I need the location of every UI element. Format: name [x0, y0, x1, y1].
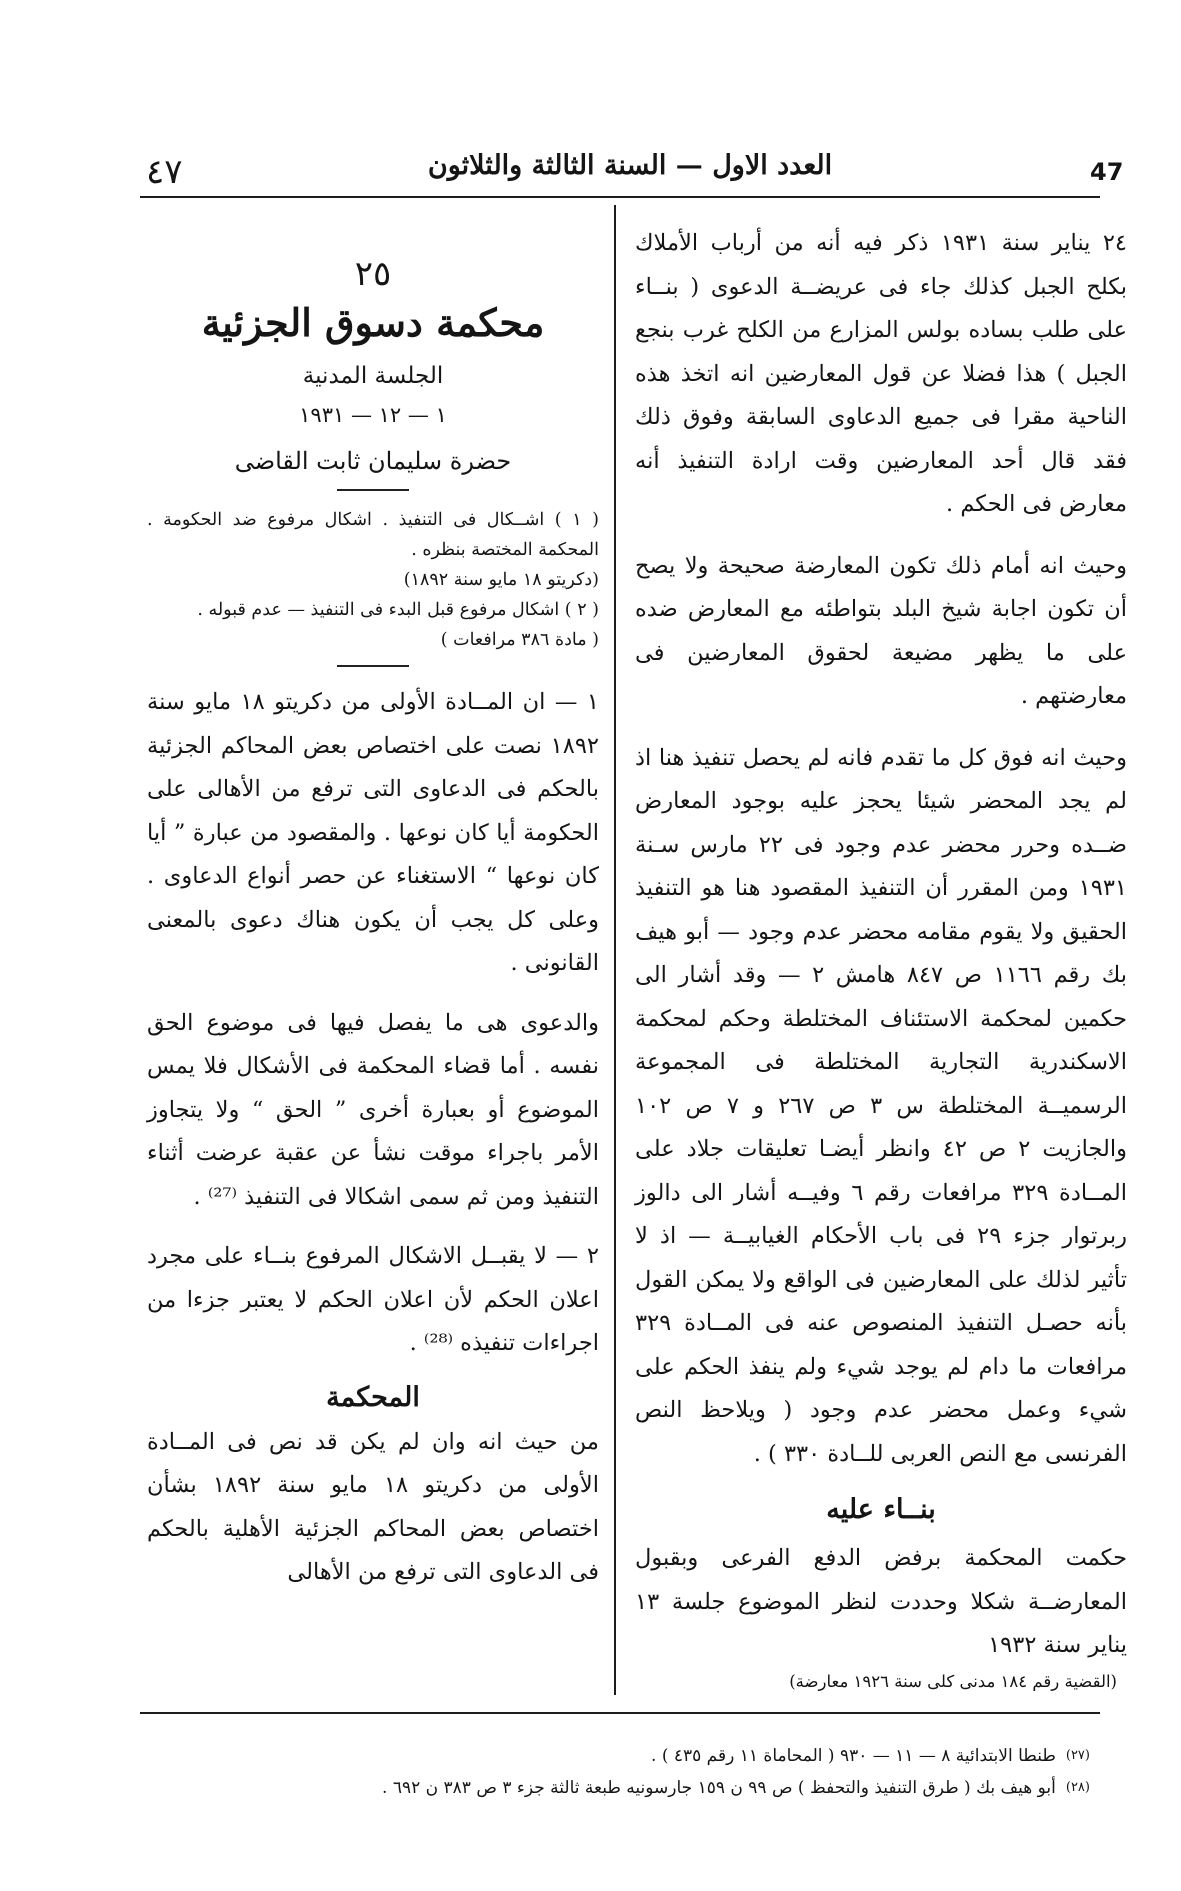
court-text: من حيث انه وان لم يكن قد نص فى المــادة الأولى من دكريتو ١٨ مايو سنة ١٨٩٢ بشأن اختصاص بعض المحاكم الجزئية الأهلية بالحكم فى الدعاوى التى ترفع من الأهالى: [147, 1428, 599, 1585]
divider: [337, 489, 409, 491]
session-type: الجلسة المدنية: [302, 363, 444, 389]
court-section-title: المحكمة: [326, 1381, 420, 1413]
headnote-2: ( ٢ ) اشكال مرفوع قبل البدء فى التنفيذ — عدم قبوله .: [197, 600, 599, 620]
running-title: العدد الاول — السنة الثالثة والثلاثون: [427, 150, 833, 181]
page-number-arabic: ٤٧: [146, 152, 183, 192]
headnote-2-reference: ( مادة ٣٨٦ مرافعات ): [440, 630, 599, 650]
principle-1-continued: والدعوى هى ما يفصل فيها فى موضوع الحق نفسه . أما قضاء المحكمة فى الأشكال فلا يمس الموضوع أو بعبارة أخرى ” الحق “ ولا يتجاوز الأمر باجراء موقت نشأ عن عقبة عرضت أثناء التنفيذ ومن ثم سمى اشكالا فى التنفيذ ⁽²⁷⁾ .: [147, 1009, 599, 1210]
right-column: [635, 222, 1127, 1696]
footnote: [330, 1740, 1090, 1772]
case-reference: (القضية رقم ١٨٤ مدنى كلى سنة ١٩٢٦ معارضة): [789, 1671, 1117, 1691]
headnote-1: ( ١ ) اشــكال فى التنفيذ . اشكال مرفوع ضد الحكومة . المحكمة المختصة بنظره .: [147, 510, 599, 560]
footnotes: [330, 1740, 1090, 1804]
verdict-title: بنــاء عليه: [826, 1494, 936, 1525]
paragraph: وحيث انه فوق كل ما تقدم فانه لم يحصل تنفيذ هنا اذ لم يجد المحضر شيئا يحجز عليه بوجود المعارض ضــده وحرر محضر عدم وجود فى ٢٢ مارس سـنة ١٩٣١ ومن المقرر أن التنفيذ المقصود هنا هو التنفيذ الحقيق ولا يقوم مقامه محضر عدم وجود — أبو هيف بك رقم ١١٦٦ ص ٨٤٧ هامش ٢ — وقد أشار الى حكمين لمحكمة الاستئناف المختلطة وحكم لمحكمة الاسكندرية التجارية المختلطة فى المجموعة الرسميــة المختلطة س ٣ ص ٢٦٧ و ٧ ص ١٠٢ والجازيت ٢ ص ٤٢ وانظر أيضـا تعليقات جلاد على المــادة ٣٢٩ مرافعات رقم ٦ وفيــه أشار الى دالوز ربرتوار جزء ٢٩ فى باب الأحكام الغيابيــة — اذ لا تأثير لذلك على المعارضين فى الواقع ولا يمكن القول بأنه حصـل التنفيذ المنصوص عنه فى المــادة ٣٢٩ مرافعات ما دام لم يوجد شيء ولم ينفذ الحكم على شيء وعمل محضر عدم وجود ( ويلاحظ النص الفرنسى مع النص العربى للــادة ٣٣٠ ) .: [635, 744, 1128, 1467]
divider: [337, 665, 409, 667]
left-column: [147, 254, 599, 1595]
footnote-text: طنطا الابتدائية ٨ — ١١ — ٩٣٠ ( المحاماة ١١ رقم ٤٣٥ ) .: [651, 1746, 1056, 1766]
page-number-latin: 47: [1090, 158, 1124, 186]
paragraph: وحيث انه أمام ذلك تكون المعارضة صحيحة ولا يصح أن تكون اجابة شيخ البلد بتواطئه مع المعارض ضده على ما يظهر مضيعة لحقوق المعارضين فى معارضتهم .: [635, 552, 1127, 709]
verdict-text: حكمت المحكمة برفض الدفع الفرعى وبقبول المعارضــة شكلا وحددت لنظر الموضوع جلسة ١٣ يناير سنة ١٩٣٢: [635, 1545, 1127, 1658]
footnote-rule: [140, 1712, 1100, 1714]
principle-2: ٢ — لا يقبــل الاشكال المرفوع بنــاء على مجرد اعلان الحكم لأن اعلان الحكم لا يعتبر جزءا من اجراءات تنفيذه ⁽²⁸⁾ .: [147, 1243, 599, 1356]
footnote: [330, 1772, 1090, 1804]
case-number: ٢٥: [354, 254, 392, 294]
judge-name: حضرة سليمان ثابت القاضى: [234, 447, 512, 475]
header-rule: [140, 196, 1100, 198]
headnote-1-reference: (دكريتو ١٨ مايو سنة ١٨٩٢): [403, 570, 599, 590]
session-date: ١ — ١٢ — ١٩٣١: [299, 403, 447, 427]
footnote-text: أبو هيف بك ( طرق التنفيذ والتحفظ ) ص ٩٩ ن ١٥٩ جارسونيه طبعة ثالثة جزء ٣ ص ٣٨٣ ن ٦٩٢ .: [382, 1778, 1056, 1798]
column-divider: [614, 205, 616, 1695]
footnote-number: (٢٧): [1065, 1748, 1090, 1763]
principle-1: ١ — ان المــادة الأولى من دكريتو ١٨ مايو سنة ١٨٩٢ نصت على اختصاص بعض المحاكم الجزئية بالحكم فى الدعاوى التى ترفع من الأهالى على الحكومة أيا كان نوعها . والمقصود من عبارة ” أيا كان نوعها “ الاستغناء عن حصر أنواع الدعاوى . وعلى كل يجب أن يكون هناك دعوى بالمعنى القانونى .: [147, 689, 599, 976]
court-name: محكمة دسوق الجزئية: [201, 300, 545, 345]
footnote-number: (٢٨): [1065, 1780, 1090, 1795]
paragraph: ٢٤ يناير سنة ١٩٣١ ذكر فيه أنه من أرباب الأملاك بكلح الجبل كذلك جاء فى عريضــة الدعوى ( بنــاء على طلب بساده بولس المزارع من الكلح غرب بنجع الجبل ) هذا فضلا عن قول المعارضين انه اتخذ هذه الناحية مقرا فى جميع الدعاوى السابقة وفوق ذلك فقد قال أحد المعارضين وقت ارادة التنفيذ أنه معارض فى الحكم .: [635, 230, 1128, 517]
